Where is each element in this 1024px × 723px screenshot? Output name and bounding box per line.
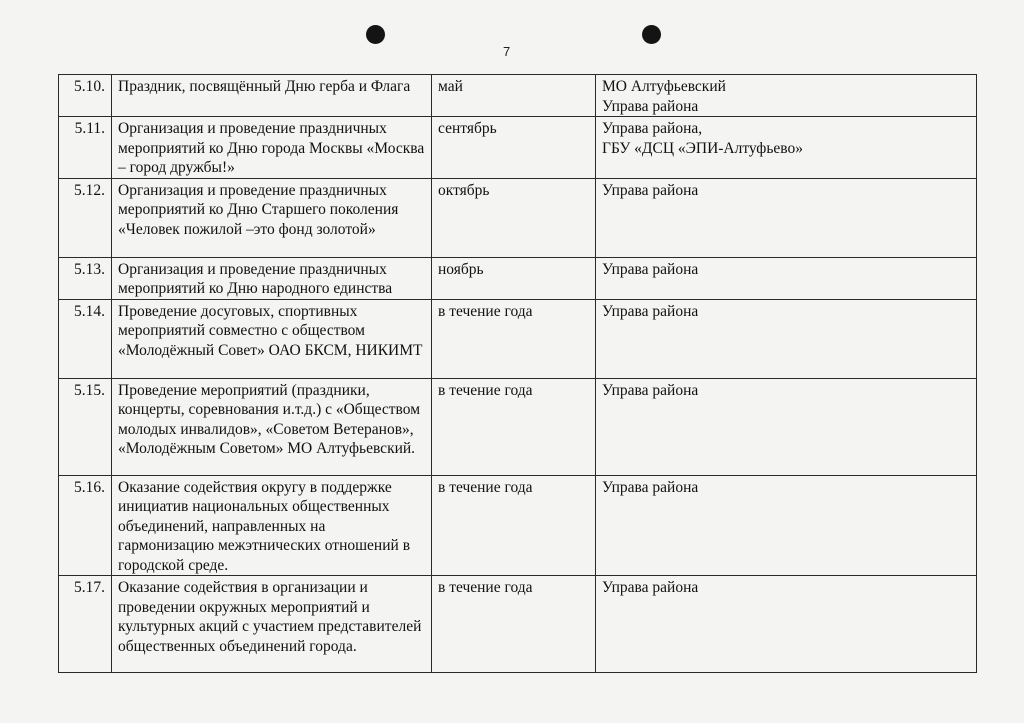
event-responsible: Управа района [596, 178, 977, 257]
row-number: 5.12. [59, 178, 112, 257]
table-row [59, 257, 977, 299]
events-table [58, 74, 977, 673]
event-date: май [432, 75, 596, 117]
event-date: в течение года [432, 576, 596, 673]
table-row [59, 576, 977, 673]
table-row [59, 178, 977, 257]
events-table-body [59, 75, 977, 673]
row-number: 5.17. [59, 576, 112, 673]
table-row [59, 378, 977, 475]
punch-hole-left [366, 25, 385, 44]
event-date: в течение года [432, 378, 596, 475]
row-number: 5.10. [59, 75, 112, 117]
event-date: сентябрь [432, 117, 596, 179]
row-number: 5.16. [59, 475, 112, 576]
punch-hole-right [642, 25, 661, 44]
event-responsible: МО Алтуфьевский Управа района [596, 75, 977, 117]
row-number: 5.15. [59, 378, 112, 475]
event-date: ноябрь [432, 257, 596, 299]
table-row [59, 299, 977, 378]
row-number: 5.14. [59, 299, 112, 378]
event-responsible: Управа района [596, 576, 977, 673]
table-row [59, 117, 977, 179]
event-description: Праздник, посвящённый Дню герба и Флага [112, 75, 432, 117]
page-number: 7 [503, 44, 511, 59]
event-responsible: Управа района [596, 475, 977, 576]
event-description: Оказание содействия округу в поддержке инициатив национальных общественных объединений, направленных на гармонизацию межэтнических отношений в городской среде. [112, 475, 432, 576]
event-responsible: Управа района, ГБУ «ДСЦ «ЭПИ-Алтуфьево» [596, 117, 977, 179]
event-responsible: Управа района [596, 378, 977, 475]
event-date: в течение года [432, 299, 596, 378]
event-responsible: Управа района [596, 257, 977, 299]
table-row [59, 75, 977, 117]
table-row [59, 475, 977, 576]
event-description: Организация и проведение праздничных мероприятий ко Дню Старшего поколения «Человек пожилой –это фонд золотой» [112, 178, 432, 257]
event-description: Организация и проведение праздничных мероприятий ко Дню народного единства [112, 257, 432, 299]
event-description: Организация и проведение праздничных мероприятий ко Дню города Москвы «Москва – город дружбы!» [112, 117, 432, 179]
event-responsible: Управа района [596, 299, 977, 378]
row-number: 5.13. [59, 257, 112, 299]
event-date: в течение года [432, 475, 596, 576]
event-description: Проведение мероприятий (праздники, концерты, соревнования и.т.д.) с «Обществом молодых инвалидов», «Советом Ветеранов», «Молодёжным Советом» МО Алтуфьевский. [112, 378, 432, 475]
row-number: 5.11. [59, 117, 112, 179]
event-description: Проведение досуговых, спортивных мероприятий совместно с обществом «Молодёжный Совет» ОАО БКСМ, НИКИМТ [112, 299, 432, 378]
event-description: Оказание содействия в организации и проведении окружных мероприятий и культурных акций с участием представителей общественных объединений города. [112, 576, 432, 673]
event-date: октябрь [432, 178, 596, 257]
